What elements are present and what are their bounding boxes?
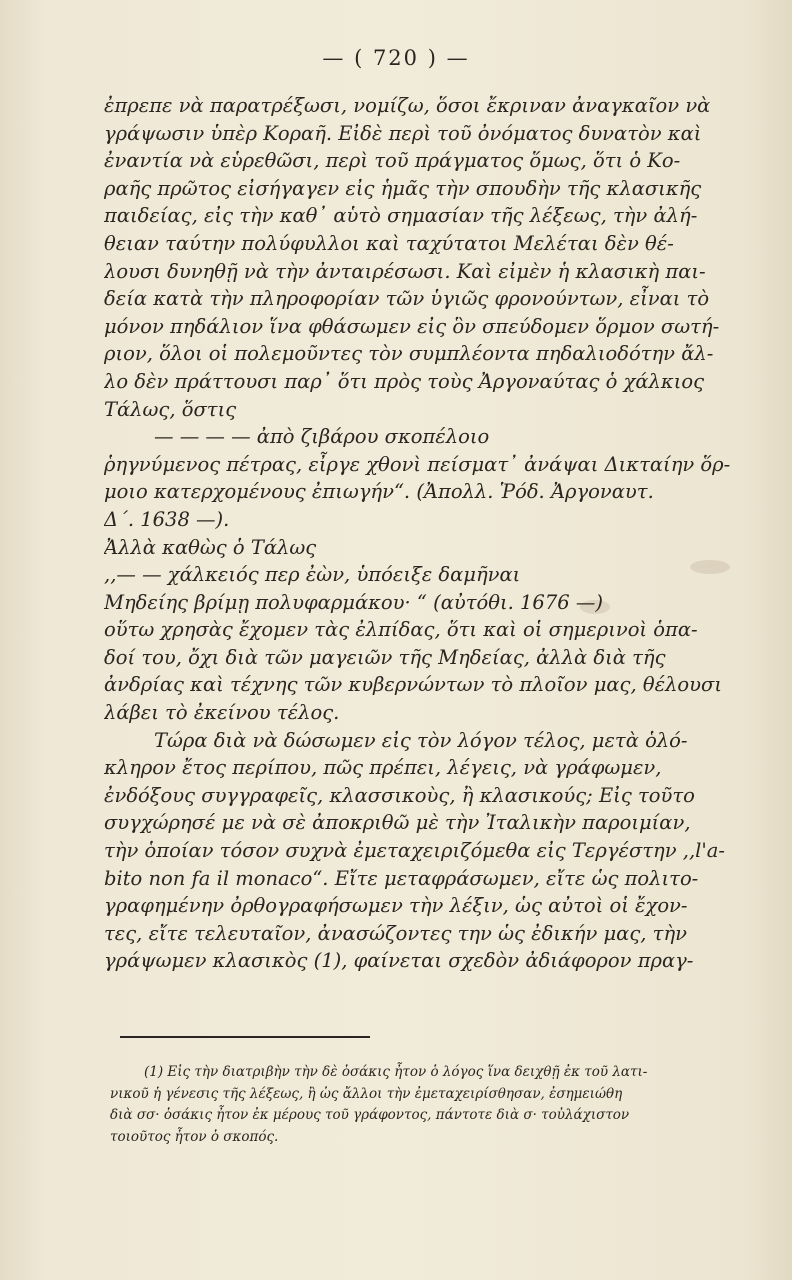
- text-line: ῥηγνύμενος πέτρας, εἶργε χθονὶ πείσματ᾽ ἀνάψαι Δικταίην ὅρ-: [104, 452, 731, 476]
- text-line: ριον, ὅλοι οἱ πολεμοῦντες τὸν συμπλέοντα πηδαλιοδότην ἄλ-: [104, 342, 714, 366]
- text-line: bito non fa il monaco“. Εἴτε μεταφράσωμεν, εἴτε ὡς πολιτο-: [104, 866, 699, 890]
- text-line: μοιο κατερχομένους ἐπιωγήν“. (Ἀπολλ. Ῥόδ. Ἀργοναυτ.: [104, 480, 654, 504]
- text-line: ἐναντία νὰ εὑρεθῶσι, περὶ τοῦ πράγματος ὅμως, ὅτι ὁ Κο-: [104, 149, 681, 173]
- text-line: τες, εἴτε τελευταῖον, ἀνασώζοντες την ὡς ἐδικήν μας, τὴν: [104, 921, 687, 945]
- footnote-line: διὰ σσ· ὁσάκις ἦτον ἐκ μέρους τοῦ γράφοντος, πάντοτε διὰ σ· τοὐλάχιστον: [110, 1107, 630, 1123]
- text-line: γραφημένην ὀρθογραφήσωμεν τὴν λέξιν, ὡς αὐτοὶ οἱ ἔχον-: [104, 894, 688, 918]
- text-line: δοί του, ὄχι διὰ τῶν μαγειῶν τῆς Μηδείας, ἀλλὰ διὰ τῆς: [104, 645, 666, 669]
- text-line: λουσι δυνηθῇ νὰ τὴν ἀνταιρέσωσι. Καὶ εἰμὲν ἡ κλασικὴ παι-: [104, 259, 706, 283]
- text-line: παιδείας, εἰς τὴν καθ᾽ αὑτὸ σημασίαν τῆς λέξεως, τὴν ἀλή-: [104, 204, 698, 228]
- text-line: οὕτω χρησὰς ἔχομεν τὰς ἐλπίδας, ὅτι καὶ οἱ σημερινοὶ ὁπα-: [104, 618, 698, 642]
- text-line: μόνον πηδάλιον ἵνα φθάσωμεν εἰς ὃν σπεύδομεν ὅρμον σωτή-: [104, 314, 720, 338]
- text-line: κληρον ἔτος περίπου, πῶς πρέπει, λέγεις, νὰ γράφωμεν,: [104, 756, 662, 780]
- quote-line: — — — — ἀπὸ ζιβάρου σκοπέλοιο: [154, 425, 490, 449]
- page-number-header: — ( 720 ) —: [322, 46, 470, 70]
- text-line: ἀνδρίας καὶ τέχνης τῶν κυβερνώντων τὸ πλοῖον μας, θέλουσι: [104, 673, 722, 697]
- text-line: ,,— — χάλκειός περ ἐὼν, ὑπόειξε δαμῆναι: [104, 563, 521, 587]
- text-line: ραῆς πρῶτος εἰσήγαγεν εἰς ἡμᾶς τὴν σπουδὴν τῆς κλασικῆς: [104, 176, 702, 200]
- text-line: τὴν ὁποίαν τόσον συχνὰ ἐμεταχειριζόμεθα εἰς Τεργέστην ,,l'a-: [104, 839, 725, 863]
- paragraph-start: Τώρα διὰ νὰ δώσωμεν εἰς τὸν λόγον τέλος, μετὰ ὁλό-: [154, 728, 688, 752]
- text-line: ἐνδόξους συγγραφεῖς, κλασσικοὺς, ἢ κλασικούς; Εἰς τοῦτο: [104, 783, 695, 807]
- footnote-line: νικοῦ ἡ γένεσις τῆς λέξεως, ἢ ὡς ἄλλοι τὴν ἐμεταχειρίσθησαν, ἐσημειώθη: [110, 1085, 623, 1102]
- text-line: Ἀλλὰ καθὼς ὁ Τάλως: [104, 535, 317, 559]
- text-line: γράψωμεν κλασικὸς (1), φαίνεται σχεδὸν ἀδιάφορον πραγ-: [104, 949, 694, 973]
- text-line: δεία κατὰ τὴν πληροφορίαν τῶν ὑγιῶς φρονούντων, εἶναι τὸ: [104, 287, 710, 311]
- text-line: Μηδείης βρίμῃ πολυφαρμάκου· “ (αὐτόθι. 1676 —): [104, 590, 603, 614]
- footnote: [110, 1062, 772, 1148]
- footnote-line: (1) Εἰς τὴν διατριβὴν τὴν δὲ ὁσάκις ἦτον ὁ λόγος ἵνα δειχθῇ ἐκ τοῦ λατι-: [144, 1064, 648, 1080]
- text-line: γράψωσιν ὑπὲρ Κοραῆ. Εἰδὲ περὶ τοῦ ὀνόματος δυνατὸν καὶ: [104, 121, 702, 145]
- footnote-divider: [120, 1036, 370, 1038]
- text-line: λο δὲν πράττουσι παρ᾽ ὅτι πρὸς τοὺς Ἀργοναύτας ὁ χάλκιος: [104, 369, 705, 393]
- main-text: [104, 92, 772, 975]
- text-line: θειαν ταύτην πολύφυλλοι καὶ ταχύτατοι Μελέται δὲν θέ-: [104, 231, 674, 255]
- text-line: ἐπρεπε νὰ παρατρέξωσι, νομίζω, ὅσοι ἔκριναν ἀναγκαῖον νὰ: [104, 94, 711, 117]
- footnote-line: τοιοῦτος ἦτον ὁ σκοπός.: [110, 1128, 279, 1145]
- text-line: λάβει τὸ ἐκείνου τέλος.: [104, 701, 340, 725]
- text-line: Δ΄. 1638 —).: [104, 507, 230, 531]
- text-line: συγχώρησέ με νὰ σὲ ἀποκριθῶ μὲ τὴν Ἰταλικὴν παροιμίαν,: [104, 811, 691, 835]
- text-line: Τάλως, ὅστις: [104, 397, 237, 421]
